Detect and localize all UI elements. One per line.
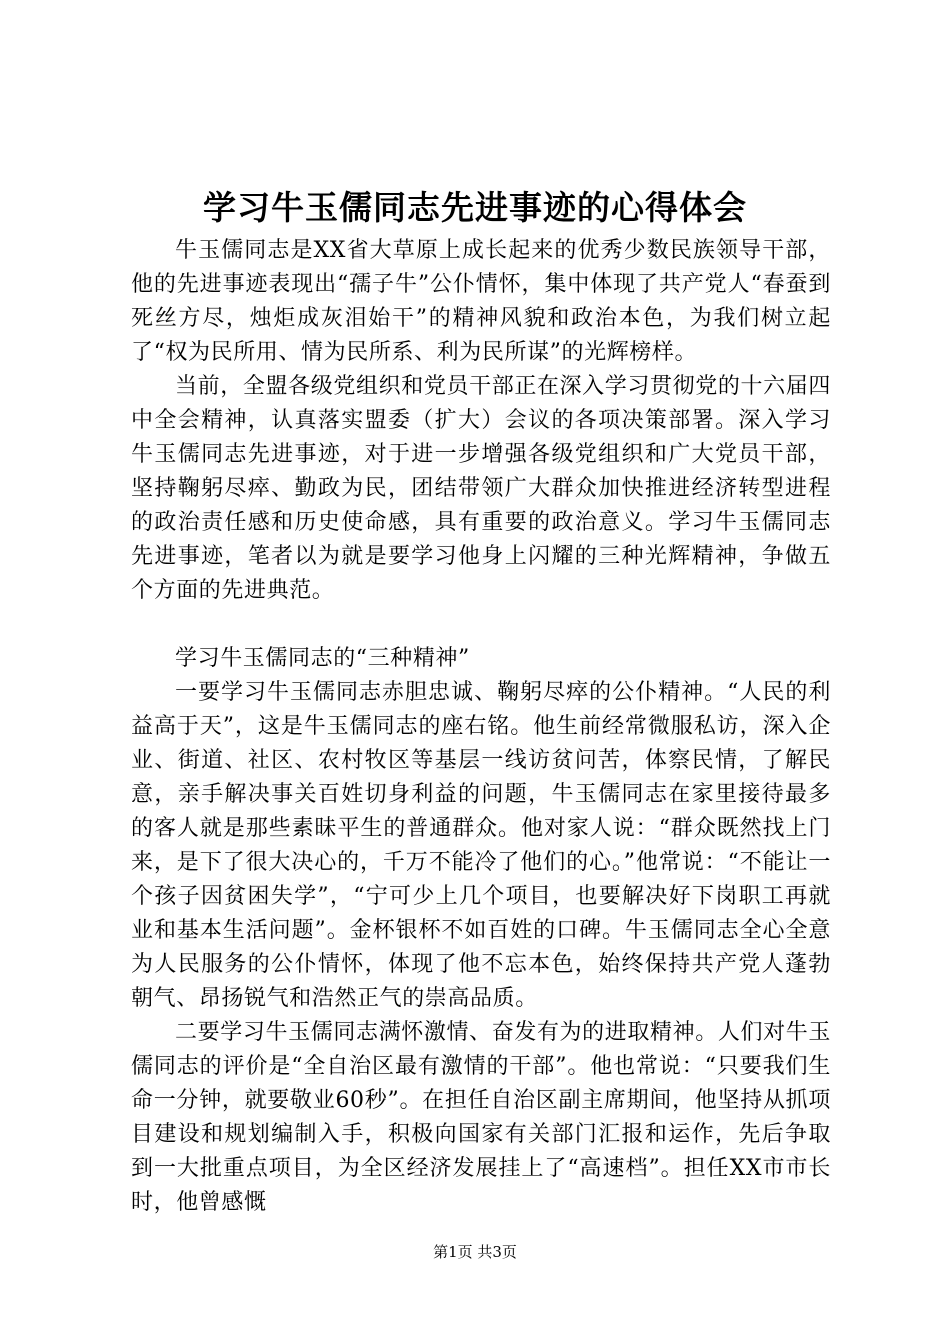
paragraph-spacer <box>131 608 831 642</box>
paragraph-current: 当前，全盟各级党组织和党员干部正在深入学习贯彻党的十六届四中全会精神，认真落实盟委（扩大）会议的各项决策部署。深入学习牛玉儒同志先进事迹，对于进一步增强各级党组织和广大党员干部，坚持鞠躬尽瘁、勤政为民，团结带领广大群众加快推进经济转型进程的政治责任感和历史使命感，具有重要的政治意义。学习牛玉儒同志先进事迹，笔者以为就是要学习他身上闪耀的三种光辉精神，争做五个方面的先进典范。 <box>131 374 831 603</box>
document-title: 学习牛玉儒同志先进事迹的心得体会 <box>203 188 747 227</box>
document-body <box>131 234 831 1220</box>
paragraph-intro: 牛玉儒同志是XX省大草原上成长起来的优秀少数民族领导干部，他的先进事迹表现出“孺子牛”公仆情怀，集中体现了共产党人“春蚕到死丝方尽，烛炬成灰泪始干”的精神风貌和政治本色，为我们树立起了“权为民所用、情为民所系、利为民所谋”的光辉榜样。 <box>131 238 831 365</box>
page-footer: 第1页 共3页 <box>433 1243 517 1261</box>
section-heading: 学习牛玉儒同志的“三种精神” <box>175 646 470 671</box>
paragraph-second-spirit: 二要学习牛玉儒同志满怀激情、奋发有为的进取精神。人们对牛玉儒同志的评价是“全自治区最有激情的干部”。他也常说：“只要我们生命一分钟，就要敬业60秒”。在担任自治区副主席期间，他坚持从抓项目建设和规划编制入手，积极向国家有关部门汇报和运作，先后争取到一大批重点项目，为全区经济发展挂上了“高速档”。担任XX市市长时，他曾感慨 <box>131 1020 831 1215</box>
paragraph-first-spirit: 一要学习牛玉儒同志赤胆忠诚、鞠躬尽瘁的公仆精神。“人民的利益高于天”，这是牛玉儒同志的座右铭。他生前经常微服私访，深入企业、街道、社区、农村牧区等基层一线访贫问苦，体察民情，了解民意，亲手解决事关百姓切身利益的问题，牛玉儒同志在家里接待最多的客人就是那些素昧平生的普通群众。他对家人说：“群众既然找上门来，是下了很大决心的，千万不能冷了他们的心。”他常说：“不能让一个孩子因贫困失学”，“宁可少上几个项目，也要解决好下岗职工再就业和基本生活问题”。金杯银杯不如百姓的口碑。牛玉儒同志全心全意为人民服务的公仆情怀，体现了他不忘本色，始终保持共产党人蓬勃朝气、昂扬锐气和浩然正气的崇高品质。 <box>131 680 831 1011</box>
